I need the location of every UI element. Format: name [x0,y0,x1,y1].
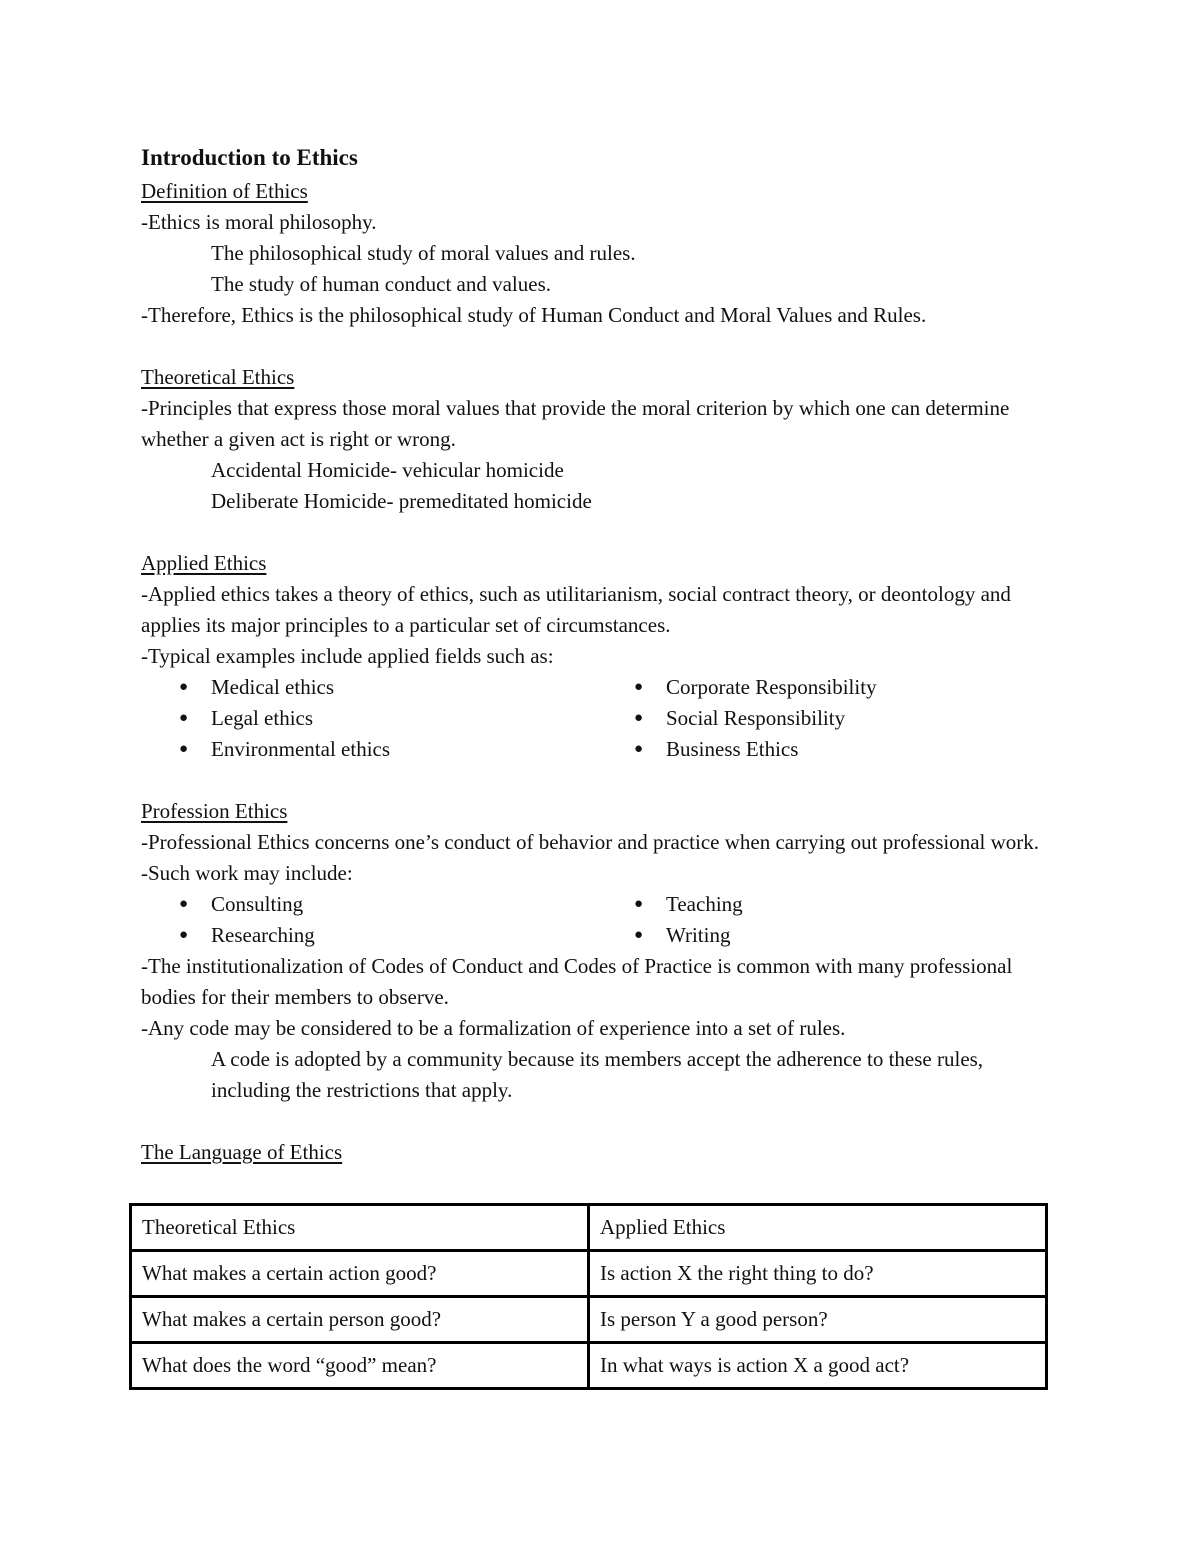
bullet-icon: ● [179,741,189,757]
profession-bullets-right [596,889,1051,951]
profession-sub-line: A code is adopted by a community because its members accept the adherence to these rules, including the restrictions that apply. [211,1047,984,1102]
bullet-icon: ● [634,896,644,912]
profession-line: -Any code may be considered to be a formalization of experience into a set of rules. [141,1016,846,1040]
bullet-icon: ● [179,679,189,695]
bullet-icon: ● [179,927,189,943]
table-row [131,1251,1047,1297]
list-item: ● Business Ethics [596,734,1051,765]
list-item: ● Teaching [596,889,1051,920]
definition-sub-line: The philosophical study of moral values and rules. [211,241,636,265]
profession-heading: Profession Ethics [141,799,288,823]
list-item: ● Writing [596,920,1051,951]
table-cell: In what ways is action X a good act? [589,1343,1047,1389]
profession-line: -Professional Ethics concerns one’s conduct of behavior and practice when carrying out professional work. [141,830,1040,854]
profession-bullet-columns [141,889,1051,951]
document-page [141,140,1051,1168]
table-row [131,1343,1047,1389]
applied-bullets-right [596,672,1051,765]
applied-bullets-left [141,672,596,765]
table-header-cell: Theoretical Ethics [131,1205,589,1251]
theoretical-heading: Theoretical Ethics [141,365,295,389]
bullet-icon: ● [179,710,189,726]
bullet-icon: ● [634,927,644,943]
theoretical-example: Deliberate Homicide- premeditated homicide [211,489,592,513]
applied-bullet-columns [141,672,1051,765]
table-cell: Is person Y a good person? [589,1297,1047,1343]
list-item: ● Researching [141,920,596,951]
applied-line: -Typical examples include applied fields such as: [141,644,554,668]
profession-line: -The institutionalization of Codes of Conduct and Codes of Practice is common with many professional bodies for their members to observe. [141,954,1013,1009]
table-row [131,1297,1047,1343]
definition-sub-line: The study of human conduct and values. [211,272,551,296]
profession-line: -Such work may include: [141,861,353,885]
bullet-icon: ● [179,896,189,912]
list-item: ● Legal ethics [141,703,596,734]
list-item: ● Environmental ethics [141,734,596,765]
applied-line: -Applied ethics takes a theory of ethics, such as utilitarianism, social contract theory, or deontology and applies its major principles to a particular set of circumstances. [141,582,1011,637]
applied-heading: Applied Ethics [141,551,267,575]
definition-line: -Therefore, Ethics is the philosophical study of Human Conduct and Moral Values and Rules. [141,303,927,327]
bullet-icon: ● [634,679,644,695]
definition-heading: Definition of Ethics [141,179,308,203]
table-cell: What does the word “good” mean? [131,1343,589,1389]
profession-bullets-left [141,889,596,951]
table-header-row [131,1205,1047,1251]
definition-line: -Ethics is moral philosophy. [141,210,377,234]
bullet-icon: ● [634,710,644,726]
table-header-cell: Applied Ethics [589,1205,1047,1251]
theoretical-line: -Principles that express those moral values that provide the moral criterion by which one can determine whether a given act is right or wrong. [141,396,1010,451]
table-cell: What makes a certain person good? [131,1297,589,1343]
page-title: Introduction to Ethics [141,145,358,170]
list-item: ● Medical ethics [141,672,596,703]
language-table [129,1203,1048,1390]
language-heading: The Language of Ethics [141,1140,343,1164]
list-item: ● Social Responsibility [596,703,1051,734]
theoretical-example: Accidental Homicide- vehicular homicide [211,458,564,482]
table-cell: Is action X the right thing to do? [589,1251,1047,1297]
table-cell: What makes a certain action good? [131,1251,589,1297]
list-item: ● Consulting [141,889,596,920]
bullet-icon: ● [634,741,644,757]
list-item: ● Corporate Responsibility [596,672,1051,703]
